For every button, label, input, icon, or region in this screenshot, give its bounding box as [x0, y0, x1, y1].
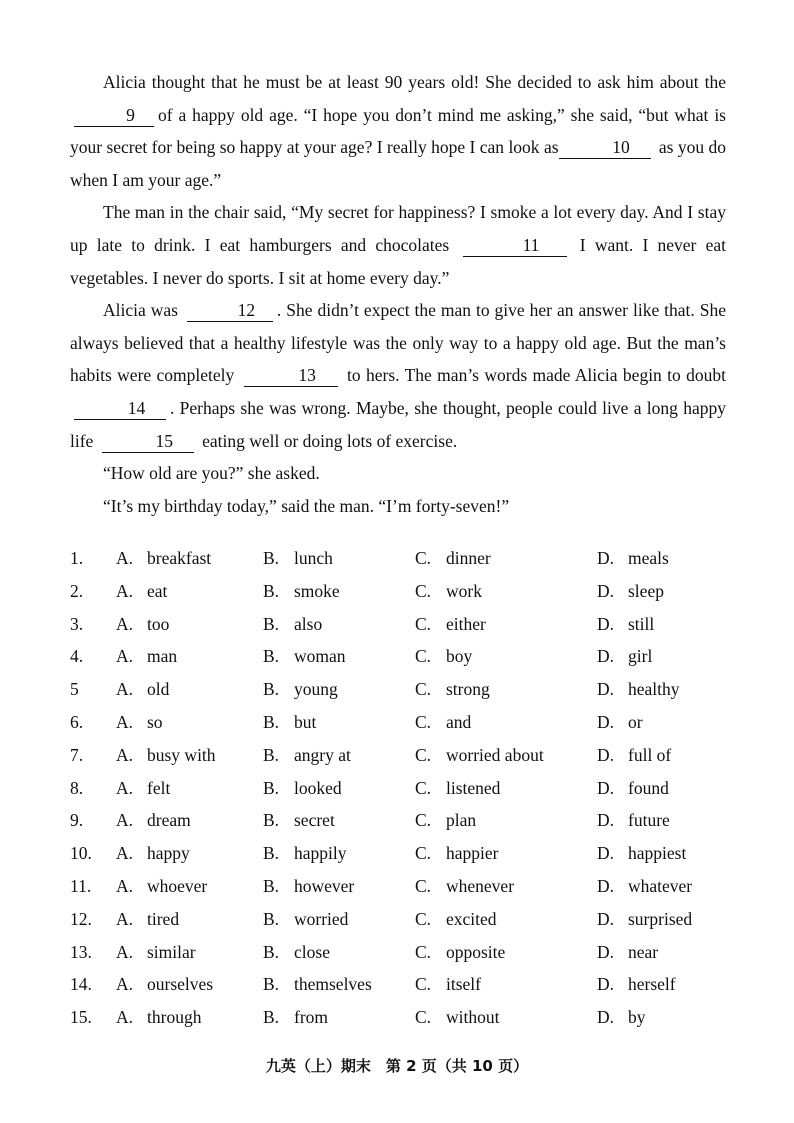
question-number: 11.: [70, 875, 92, 896]
option-text: boy: [446, 646, 473, 667]
option-text: through: [147, 1007, 202, 1028]
option-text: found: [628, 777, 669, 798]
option-letter: A.: [116, 744, 134, 765]
option-text: themselves: [294, 974, 372, 995]
option-a: [116, 974, 213, 995]
option-text: excited: [446, 908, 497, 929]
passage-paragraph-3: [70, 294, 726, 457]
option-text: surprised: [628, 908, 693, 929]
option-letter: D.: [597, 646, 615, 667]
passage-text: . She didn’t expect the man to give her an answer like that. She always believed that a healthy lifestyle was the only way to a happy old age. But the man’s habits were completely: [70, 300, 727, 386]
option-a: [116, 548, 211, 569]
passage-text: eating well or doing lots of exercise.: [202, 430, 458, 451]
option-text: too: [147, 613, 170, 634]
option-letter: D.: [597, 711, 615, 732]
option-letter: C.: [415, 679, 432, 700]
passage-paragraph-4: “How old are you?” she asked.: [103, 463, 320, 484]
option-b: [263, 810, 335, 831]
option-text: secret: [294, 810, 335, 831]
option-b: [263, 581, 340, 602]
blank-13: 13: [244, 364, 338, 387]
question-number: 8.: [70, 777, 84, 798]
option-letter: C.: [415, 1007, 432, 1028]
question-number: 3.: [70, 613, 84, 634]
option-letter: D.: [597, 580, 615, 601]
option-letter: C.: [415, 744, 432, 765]
option-letter: D.: [597, 548, 615, 568]
option-letter: B.: [263, 777, 280, 798]
option-letter: A.: [116, 908, 134, 929]
cloze-passage: [70, 66, 726, 522]
question-row: [70, 837, 730, 870]
option-d: [597, 581, 664, 602]
option-text: whatever: [628, 875, 693, 896]
option-letter: B.: [263, 1007, 280, 1028]
option-a: [116, 843, 190, 864]
option-c: [415, 646, 472, 667]
option-d: [597, 778, 669, 799]
passage-paragraph-5: “It’s my birthday today,” said the man. “I’m forty-seven!”: [103, 495, 510, 516]
option-text: looked: [294, 777, 342, 798]
option-letter: B.: [263, 875, 280, 896]
option-c: [415, 614, 486, 635]
option-letter: D.: [597, 974, 615, 995]
option-letter: B.: [263, 941, 280, 962]
option-text: healthy: [628, 679, 680, 700]
option-letter: B.: [263, 548, 280, 568]
question-row: [70, 772, 730, 805]
option-a: [116, 646, 177, 667]
option-text: old: [147, 679, 170, 700]
option-d: [597, 942, 658, 963]
blank-9: 9: [74, 104, 154, 127]
option-text: smoke: [294, 580, 340, 601]
option-d: [597, 909, 692, 930]
option-text: from: [294, 1007, 329, 1028]
question-row: [70, 968, 730, 1001]
option-b: [263, 909, 348, 930]
option-letter: A.: [116, 810, 134, 831]
passage-text: to hers. The man’s words made Alicia begin to doubt: [347, 365, 727, 386]
option-letter: A.: [116, 875, 134, 896]
option-d: [597, 810, 670, 831]
blank-10: 10: [559, 136, 651, 159]
option-letter: D.: [597, 908, 615, 929]
option-c: [415, 548, 491, 569]
option-letter: C.: [415, 548, 432, 568]
option-letter: A.: [116, 613, 134, 634]
option-a: [116, 810, 191, 831]
option-letter: B.: [263, 613, 280, 634]
option-text: sleep: [628, 580, 664, 601]
option-letter: A.: [116, 679, 134, 700]
option-text: without: [446, 1007, 500, 1028]
passage-text: . Perhaps she was wrong. Maybe, she thought, people could live a long happy life: [70, 397, 726, 451]
option-d: [597, 876, 692, 897]
question-number: 6.: [70, 711, 84, 732]
passage-text: as you do when I am your age.”: [70, 137, 727, 190]
option-b: [263, 942, 330, 963]
option-letter: C.: [415, 941, 432, 962]
question-number: 2.: [70, 580, 84, 601]
option-letter: B.: [263, 646, 280, 667]
option-text: ourselves: [147, 974, 214, 995]
passage-text: of a happy old age. “I hope you don’t mind me asking,” she said, “but what is your secret for being so happy at your age? I really hope I can look as: [70, 104, 726, 158]
passage-text: I want. I never eat vegetables. I never do sports. I sit at home every day.”: [70, 234, 727, 288]
option-text: plan: [446, 810, 477, 831]
option-text: similar: [147, 941, 196, 962]
option-letter: C.: [415, 646, 432, 667]
question-row: [70, 640, 730, 673]
option-a: [116, 614, 169, 635]
option-letter: B.: [263, 711, 280, 732]
option-letter: D.: [597, 875, 615, 896]
option-letter: D.: [597, 1007, 615, 1028]
passage-text: The man in the chair said, “My secret for happiness? I smoke a lot every day. And I stay up late to drink. I eat hamburgers and chocolates: [70, 202, 726, 255]
option-text: so: [147, 711, 163, 732]
blank-12: 12: [187, 299, 273, 322]
question-number: 5: [70, 679, 79, 700]
question-number: 14.: [70, 974, 92, 995]
option-letter: A.: [116, 580, 134, 601]
option-letter: B.: [263, 974, 280, 995]
option-text: whoever: [147, 875, 208, 896]
option-letter: A.: [116, 974, 134, 995]
blank-14: 14: [74, 397, 166, 420]
option-d: [597, 548, 669, 569]
option-c: [415, 679, 490, 700]
option-b: [263, 778, 342, 799]
option-letter: B.: [263, 843, 280, 864]
option-text: or: [628, 711, 643, 732]
option-text: happily: [294, 843, 347, 864]
option-letter: B.: [263, 580, 280, 601]
option-text: worried about: [446, 744, 544, 765]
option-d: [597, 974, 676, 995]
option-b: [263, 614, 322, 635]
option-text: breakfast: [147, 548, 212, 568]
question-number: 13.: [70, 941, 92, 962]
option-letter: B.: [263, 810, 280, 831]
option-a: [116, 712, 163, 733]
option-text: either: [446, 613, 486, 634]
option-text: happier: [446, 843, 499, 864]
option-text: worried: [294, 908, 349, 929]
option-b: [263, 548, 333, 569]
option-text: and: [446, 711, 472, 732]
option-text: work: [446, 580, 482, 601]
option-b: [263, 745, 351, 766]
option-text: strong: [446, 679, 490, 700]
question-row: [70, 739, 730, 772]
option-c: [415, 843, 498, 864]
option-letter: C.: [415, 613, 432, 634]
option-letter: A.: [116, 777, 134, 798]
option-b: [263, 1007, 328, 1028]
answer-options: [70, 542, 730, 1034]
option-letter: D.: [597, 679, 615, 700]
option-letter: D.: [597, 843, 615, 864]
option-text: itself: [446, 974, 481, 995]
question-row: [70, 608, 730, 641]
option-text: happy: [147, 843, 190, 864]
option-text: meals: [628, 548, 669, 568]
option-text: still: [628, 613, 655, 634]
option-text: lunch: [294, 548, 333, 568]
option-d: [597, 614, 654, 635]
option-a: [116, 778, 170, 799]
question-number: 12.: [70, 908, 92, 929]
option-text: listened: [446, 777, 501, 798]
option-text: felt: [147, 777, 171, 798]
option-c: [415, 712, 471, 733]
option-text: dream: [147, 810, 191, 831]
option-a: [116, 909, 179, 930]
option-letter: C.: [415, 974, 432, 995]
option-d: [597, 745, 671, 766]
option-letter: B.: [263, 744, 280, 765]
option-b: [263, 712, 316, 733]
option-text: woman: [294, 646, 346, 667]
option-text: tired: [147, 908, 180, 929]
option-letter: C.: [415, 711, 432, 732]
option-text: whenever: [446, 875, 515, 896]
option-b: [263, 974, 372, 995]
option-c: [415, 1007, 499, 1028]
option-d: [597, 646, 652, 667]
passage-text: Alicia thought that he must be at least 90 years old! She decided to ask him about the: [103, 72, 726, 92]
option-text: however: [294, 875, 355, 896]
option-c: [415, 942, 505, 963]
option-text: girl: [628, 646, 653, 667]
option-letter: C.: [415, 580, 432, 601]
option-d: [597, 1007, 646, 1028]
option-text: herself: [628, 974, 676, 995]
option-c: [415, 778, 500, 799]
option-letter: C.: [415, 810, 432, 831]
option-d: [597, 843, 686, 864]
question-number: 7.: [70, 744, 84, 765]
option-d: [597, 712, 643, 733]
option-letter: C.: [415, 777, 432, 798]
option-letter: D.: [597, 613, 615, 634]
option-letter: A.: [116, 711, 134, 732]
option-text: dinner: [446, 548, 491, 568]
option-text: opposite: [446, 941, 506, 962]
blank-11: 11: [463, 234, 567, 257]
option-c: [415, 810, 476, 831]
option-letter: C.: [415, 908, 432, 929]
option-text: young: [294, 679, 338, 700]
option-d: [597, 679, 680, 700]
option-b: [263, 679, 338, 700]
option-letter: D.: [597, 777, 615, 798]
option-letter: D.: [597, 744, 615, 765]
option-c: [415, 745, 544, 766]
option-text: close: [294, 941, 330, 962]
option-a: [116, 581, 167, 602]
page-footer: 九英（上）期末 第 2 页（共 10 页）: [265, 1057, 529, 1075]
question-number: 1.: [70, 548, 84, 568]
passage-paragraph-1: [70, 66, 726, 196]
option-text: full of: [628, 744, 672, 765]
blank-15: 15: [102, 430, 194, 453]
option-text: eat: [147, 580, 168, 601]
option-letter: C.: [415, 843, 432, 864]
question-row: [70, 706, 730, 739]
option-b: [263, 646, 346, 667]
option-letter: A.: [116, 1007, 134, 1028]
option-c: [415, 581, 482, 602]
option-c: [415, 974, 481, 995]
option-a: [116, 679, 169, 700]
option-letter: D.: [597, 810, 615, 831]
passage-text: Alicia was: [103, 300, 178, 321]
option-letter: A.: [116, 548, 134, 568]
option-letter: A.: [116, 843, 134, 864]
option-text: but: [294, 711, 317, 732]
option-text: angry at: [294, 744, 351, 765]
question-row: [70, 542, 730, 575]
option-text: by: [628, 1007, 646, 1028]
question-row: [70, 673, 730, 706]
question-row: [70, 575, 730, 608]
question-row: [70, 936, 730, 969]
option-text: future: [628, 810, 670, 831]
option-a: [116, 942, 196, 963]
question-row: [70, 1001, 730, 1034]
question-number: 4.: [70, 646, 84, 667]
option-text: happiest: [628, 843, 687, 864]
passage-paragraph-2: [70, 196, 726, 294]
question-number: 9.: [70, 810, 84, 831]
option-a: [116, 745, 216, 766]
option-b: [263, 843, 347, 864]
option-text: man: [147, 646, 178, 667]
option-b: [263, 876, 354, 897]
option-a: [116, 876, 207, 897]
option-letter: B.: [263, 679, 280, 700]
option-text: also: [294, 613, 323, 634]
question-row: [70, 870, 730, 903]
question-number: 15.: [70, 1007, 92, 1028]
option-letter: B.: [263, 908, 280, 929]
option-letter: A.: [116, 941, 134, 962]
option-c: [415, 876, 514, 897]
question-row: [70, 804, 730, 837]
question-row: [70, 903, 730, 936]
option-c: [415, 909, 497, 930]
option-letter: A.: [116, 646, 134, 667]
option-a: [116, 1007, 201, 1028]
option-letter: D.: [597, 941, 615, 962]
option-text: near: [628, 941, 659, 962]
option-letter: C.: [415, 875, 432, 896]
option-text: busy with: [147, 744, 216, 765]
question-number: 10.: [70, 843, 92, 864]
